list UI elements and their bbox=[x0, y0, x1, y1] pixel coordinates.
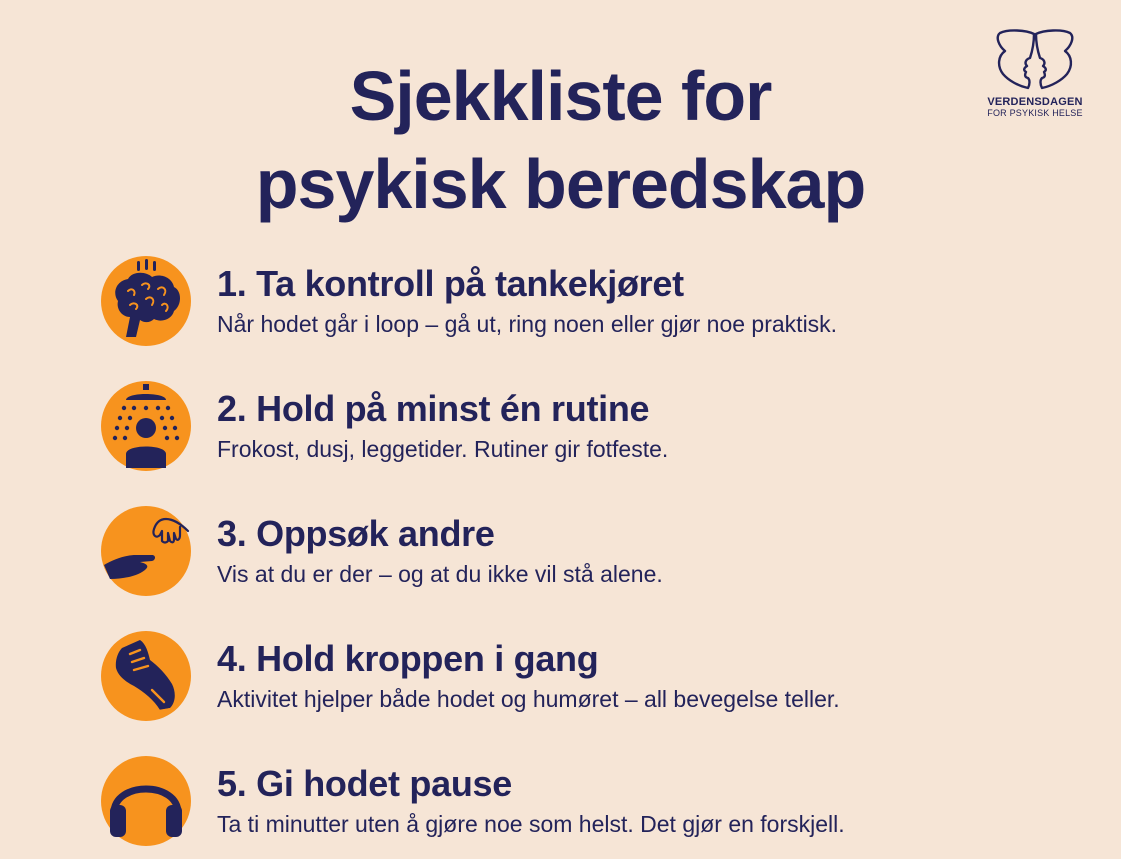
checklist-item-5 bbox=[100, 755, 1100, 855]
checklist-item-4 bbox=[100, 630, 1100, 730]
item-text: Vis at du er der – og at du ikke vil stå alene. bbox=[217, 561, 663, 587]
item-heading: 4. Hold kroppen i gang bbox=[217, 638, 599, 679]
checklist-item-2 bbox=[100, 380, 1100, 480]
reaching-hands-icon bbox=[100, 505, 192, 597]
butterfly-faces-icon bbox=[990, 28, 1080, 92]
title-line-1: Sjekkliste for bbox=[349, 57, 772, 135]
page-title bbox=[0, 52, 1121, 228]
logo bbox=[982, 28, 1088, 124]
item-text: Frokost, dusj, leggetider. Rutiner gir fotfeste. bbox=[217, 436, 669, 462]
logo-text-line-2: FOR PSYKISK HELSE bbox=[987, 108, 1083, 118]
brain-icon bbox=[100, 255, 192, 347]
item-text: Ta ti minutter uten å gjøre noe som helst. Det gjør en forskjell. bbox=[217, 811, 845, 837]
item-heading: 3. Oppsøk andre bbox=[217, 513, 495, 554]
shower-icon bbox=[100, 380, 192, 472]
headphones-icon bbox=[100, 755, 192, 847]
title-line-2: psykisk beredskap bbox=[255, 145, 866, 223]
item-text: Når hodet går i loop – gå ut, ring noen eller gjør noe praktisk. bbox=[217, 311, 838, 337]
logo-text-line-1: VERDENSDAGEN bbox=[987, 96, 1083, 108]
item-heading: 5. Gi hodet pause bbox=[217, 763, 512, 804]
sneaker-icon bbox=[100, 630, 192, 722]
item-text: Aktivitet hjelper både hodet og humøret – all bevegelse teller. bbox=[217, 686, 840, 712]
checklist-item-3 bbox=[100, 505, 1100, 605]
checklist-item-1 bbox=[100, 255, 1100, 355]
item-heading: 1. Ta kontroll på tankekjøret bbox=[217, 263, 684, 304]
item-heading: 2. Hold på minst én rutine bbox=[217, 388, 650, 429]
